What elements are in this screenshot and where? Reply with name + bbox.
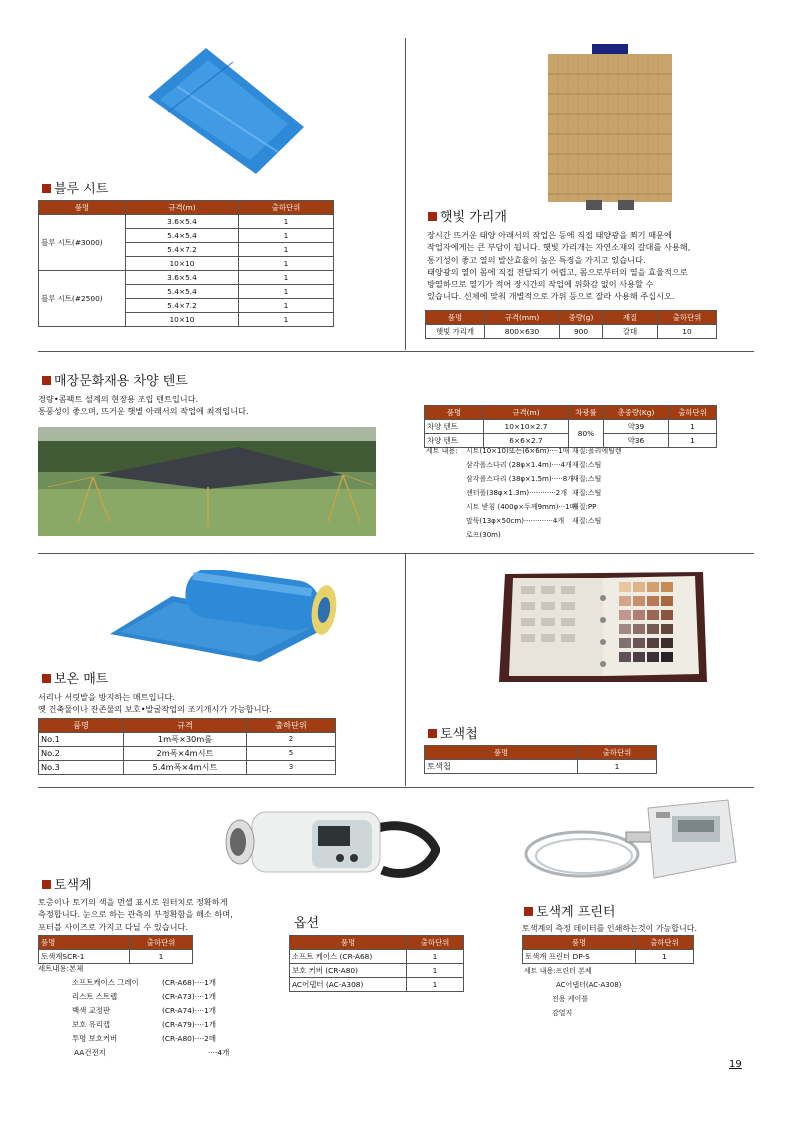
table-header: 품명 <box>425 406 484 420</box>
table-cell: 1 <box>669 434 717 448</box>
list-item: 시트(10×10)또는(6×6m)····1매 <box>466 447 570 455</box>
table-header: 출하단위 <box>247 719 336 733</box>
table-row <box>39 271 334 285</box>
colorimeter-description: 토층이나 토기의 색을 먼셀 표시로 원터치로 정확하게 측정합니다. 눈으로 하는 관측의 부정확함을 해소 하며, 포터블 사이즈로 가지고 다닐 수 있습니다. <box>38 897 233 932</box>
list-item: 재질:폴리에틸렌 <box>572 447 622 455</box>
table-cell: 80% <box>569 420 604 448</box>
list-item: 백색 교정판 <box>72 1006 111 1015</box>
table-cell: 토색계 프린터 DP-S <box>523 950 636 964</box>
list-item: (CR-A80)····2매 <box>162 1034 216 1043</box>
table-header: 품명 <box>290 936 407 950</box>
list-item: 재질:PP <box>572 503 597 511</box>
list-item: 말뚝(13φ×50cm)·············4개 <box>466 517 565 525</box>
table-header: 중량(g) <box>560 311 603 325</box>
table-header: 차광률 <box>569 406 604 420</box>
colorimeter-table <box>38 935 193 964</box>
table-row <box>39 733 336 747</box>
color-book-table <box>424 745 657 774</box>
list-item: 센터폴(38φ×1.3m)············2개 <box>466 489 568 497</box>
table-cell: 10 <box>658 325 717 339</box>
table-row <box>290 964 464 978</box>
table-header: 출하단위 <box>407 936 464 950</box>
table-row <box>290 978 464 992</box>
table-cell: No.3 <box>39 761 124 775</box>
table-cell: 1 <box>239 313 334 327</box>
list-item: 시트 받침 (400φ×두께9mm)···1매 <box>466 503 577 511</box>
table-cell: 소프트 케이스 (CR-A68) <box>290 950 407 964</box>
table-header: 재질 <box>603 311 658 325</box>
mat-description: 서리나 서릿발을 방지하는 매트입니다. 옛 건축물이나 잔존물의 보호•발굴작업의 조기개시가 가능합니다. <box>38 692 272 715</box>
color-book-photo <box>499 570 709 685</box>
table-cell: 블루 시트(#3000) <box>39 215 126 271</box>
table-cell: 1 <box>669 420 717 434</box>
table-cell: 1 <box>636 950 694 964</box>
table-cell: 1 <box>239 257 334 271</box>
table-cell: No.2 <box>39 747 124 761</box>
list-item: 재질:스틸 <box>572 461 602 469</box>
colorimeter-title: 토색계 <box>42 874 92 893</box>
printer-title: 토색계 프린터 <box>524 901 615 920</box>
list-item: AC어댑터(AC-A308) <box>556 981 622 989</box>
table-cell: No.1 <box>39 733 124 747</box>
color-book-title: 토색첩 <box>428 723 478 742</box>
list-item: 전용 케이블 <box>552 995 589 1003</box>
table-row <box>425 760 657 774</box>
divider-3 <box>38 787 754 788</box>
table-row <box>39 747 336 761</box>
list-item: (CR-A79)····1개 <box>162 1020 216 1029</box>
blue-sheet-title: 블루 시트 <box>42 178 108 197</box>
table-cell: 토색첩 <box>425 760 578 774</box>
table-cell: 1 <box>130 950 193 964</box>
page-number: 19 <box>729 1059 742 1070</box>
table-cell: 5.4×7.2 <box>126 243 239 257</box>
table-cell: 차양 텐트 <box>425 420 484 434</box>
sunshade-table <box>425 310 717 339</box>
table-cell: 3.6×5.4 <box>126 215 239 229</box>
table-row <box>290 950 464 964</box>
printer-set-contents: 세트 내용:프린터 본체 AC어댑터(AC-A308) 전용 케이블 감열지 <box>524 964 621 1020</box>
table-cell: 토색계SCR-1 <box>39 950 130 964</box>
bullet-square-icon <box>42 674 51 683</box>
table-header: 출하단위 <box>669 406 717 420</box>
table-cell: 5.4m폭×4m시트 <box>124 761 247 775</box>
table-header: 규격(mm) <box>485 311 560 325</box>
table-cell: 1 <box>407 950 464 964</box>
list-item: 리스트 스트랩 <box>72 992 118 1001</box>
list-item: ····4개 <box>208 1048 230 1057</box>
table-cell: 1 <box>239 285 334 299</box>
mat-table <box>38 718 336 775</box>
table-cell: 3.6×5.4 <box>126 271 239 285</box>
table-cell: 3 <box>247 761 336 775</box>
table-cell: 2 <box>247 733 336 747</box>
table-cell: 6×6×2.7 <box>484 434 569 448</box>
table-header: 출하단위 <box>636 936 694 950</box>
table-header: 품명 <box>425 746 578 760</box>
tent-photo <box>38 427 376 536</box>
options-title: 옵션 <box>294 916 320 931</box>
list-item: 감열지 <box>552 1009 573 1017</box>
table-header: 출하단위 <box>239 201 334 215</box>
table-cell: AC어댑터 (AC-A308) <box>290 978 407 992</box>
table-cell: 갈대 <box>603 325 658 339</box>
tent-title: 매장문화재용 차양 텐트 <box>42 370 188 389</box>
table-cell: 1 <box>407 964 464 978</box>
table-cell: 5.4×5.4 <box>126 285 239 299</box>
list-item: AA건전지 <box>74 1048 106 1057</box>
mat-photo <box>110 570 338 662</box>
table-cell: 차양 텐트 <box>425 434 484 448</box>
table-cell: 900 <box>560 325 603 339</box>
table-header: 품명 <box>426 311 485 325</box>
table-cell: 보호 커버 (CR-A80) <box>290 964 407 978</box>
list-item: 재질:스틸 <box>572 517 602 525</box>
table-row <box>39 761 336 775</box>
divider-vertical-1 <box>405 38 406 350</box>
divider-1 <box>38 351 754 352</box>
list-item: 삼각폴스다리 (28φ×1.4m)····4개 <box>466 461 572 469</box>
blue-sheet-photo <box>138 42 308 177</box>
table-header: 총중량(Kg) <box>604 406 669 420</box>
printer-photo <box>522 796 740 886</box>
table-cell: 10×10 <box>126 257 239 271</box>
table-header: 규격(m) <box>126 201 239 215</box>
tent-table <box>424 405 717 448</box>
printer-table <box>522 935 694 964</box>
table-header: 출하단위 <box>578 746 657 760</box>
list-item: 투명 보호커버 <box>72 1034 118 1043</box>
blue-sheet-table <box>38 200 334 327</box>
table-cell: 약36 <box>604 434 669 448</box>
table-cell: 1 <box>239 271 334 285</box>
sunshade-photo <box>548 44 672 210</box>
divider-vertical-2 <box>405 554 406 786</box>
table-cell: 800×630 <box>485 325 560 339</box>
bullet-square-icon <box>524 907 533 916</box>
list-item: (CR-A73)····1개 <box>162 992 216 1001</box>
sunshade-title: 햇빛 가리개 <box>428 206 507 225</box>
table-row <box>39 215 334 229</box>
list-item: (CR-A74)····1개 <box>162 1006 216 1015</box>
colorimeter-photo <box>222 800 440 888</box>
printer-description: 토색계의 측정 데이터를 인쇄하는것이 가능합니다. <box>522 924 698 933</box>
bullet-square-icon <box>42 880 51 889</box>
table-header: 품명 <box>523 936 636 950</box>
table-header: 품명 <box>39 936 130 950</box>
table-row <box>523 950 694 964</box>
sunshade-description: 장시간 뜨거운 태양 아래서의 작업은 등에 직접 태양광을 쬐기 때문에 작업자에게는 큰 부담이 됩니다. 햇빛 가리개는 자연소재의 갈대를 사용해, 통기성이 좋고 열의 발산효율이 높은 특징을 가지고 있습니다. 태양광의 열이 몸에 직접 전달되기 어렵고, 몸으로부터의 열을 효율적으로 방열하므로 열기가 적어 장시간의 작업에 위화감 없이 사용할 수 있습니다. 신체에 맞춰 개별적으로 가위 등으로 잘라 사용해 주십시오. <box>427 230 691 302</box>
list-item: 재질:스틸 <box>572 475 602 483</box>
list-item: (CR-A68)····1개 <box>162 978 216 987</box>
list-item: 보호 유리캡 <box>72 1020 111 1029</box>
table-cell: 블루 시트(#2500) <box>39 271 126 327</box>
table-cell: 2m폭×4m시트 <box>124 747 247 761</box>
table-cell: 1m폭×30m롤 <box>124 733 247 747</box>
divider-2 <box>38 553 754 554</box>
table-cell: 5.4×7.2 <box>126 299 239 313</box>
list-item: 로프(30m) <box>466 531 501 539</box>
bullet-square-icon <box>42 376 51 385</box>
table-cell: 10×10×2.7 <box>484 420 569 434</box>
list-item: 소프트케이스 그레이 <box>72 978 139 987</box>
table-cell: 5 <box>247 747 336 761</box>
bullet-square-icon <box>42 184 51 193</box>
table-cell: 10×10 <box>126 313 239 327</box>
mat-title: 보온 매트 <box>42 668 108 687</box>
table-cell: 1 <box>578 760 657 774</box>
table-cell: 1 <box>239 229 334 243</box>
tent-description: 경량•콤팩트 설계의 현장용 조립 텐트입니다. 통풍성이 좋으며, 뜨거운 햇볕 아래서의 작업에 최적입니다. <box>38 394 249 417</box>
bullet-square-icon <box>428 212 437 221</box>
table-row <box>39 950 193 964</box>
table-cell: 1 <box>239 215 334 229</box>
table-cell: 5.4×5.4 <box>126 229 239 243</box>
table-row <box>425 420 717 434</box>
options-table <box>289 935 464 992</box>
table-cell: 1 <box>407 978 464 992</box>
table-cell: 1 <box>239 243 334 257</box>
table-cell: 1 <box>239 299 334 313</box>
table-header: 품명 <box>39 719 124 733</box>
table-header: 규격(m) <box>484 406 569 420</box>
bullet-square-icon <box>428 729 437 738</box>
table-cell: 약39 <box>604 420 669 434</box>
table-cell: 햇빛 가리개 <box>426 325 485 339</box>
list-item: 재질:스틸 <box>572 489 602 497</box>
table-row <box>426 325 717 339</box>
table-header: 출하단위 <box>658 311 717 325</box>
table-header: 출하단위 <box>130 936 193 950</box>
table-header: 규격 <box>124 719 247 733</box>
table-header: 품명 <box>39 201 126 215</box>
list-item: 삼각폴스다리 (38φ×1.5m)·····8개 <box>466 475 574 483</box>
